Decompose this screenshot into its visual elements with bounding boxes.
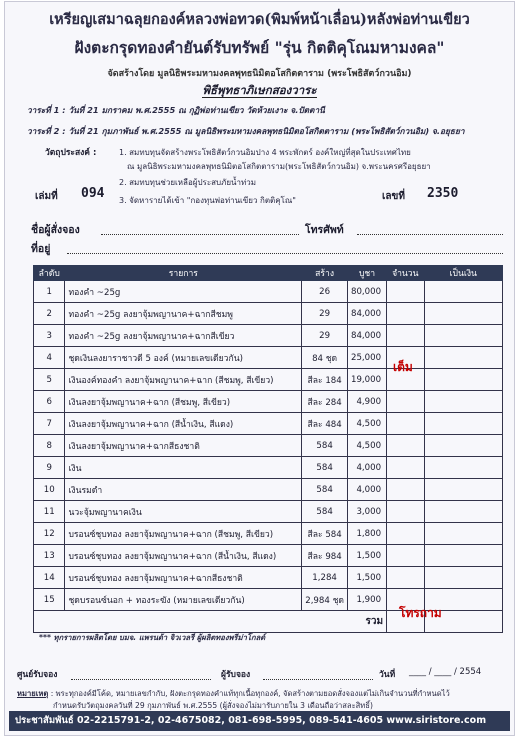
- receiver-label: ผู้รับจอง: [221, 670, 251, 680]
- table-row: [34, 281, 503, 303]
- row-no: 3: [34, 325, 65, 347]
- row-qty-cell[interactable]: [387, 281, 424, 303]
- col-header-amount: เป็นเงิน: [424, 266, 503, 281]
- row-made: สีละ 984: [302, 545, 348, 567]
- receiving-center-field[interactable]: [71, 679, 211, 680]
- col-header-price: บูชา: [347, 266, 386, 281]
- order-form-page: [4, 1, 515, 736]
- row-price: 1,500: [347, 545, 386, 567]
- row-no: 13: [34, 545, 65, 567]
- phone-field-label: โทรศัพท์: [305, 224, 344, 236]
- row-made: 29: [302, 325, 348, 347]
- row-amount-cell[interactable]: [424, 545, 503, 567]
- row-made: 584: [302, 435, 348, 457]
- row-item: ทองคำ ~25g: [65, 281, 302, 303]
- organizer-line: จัดสร้างโดย มูลนิธิพระมหามงคลพุทธนิมิตอโสกิตตาราม (พระโพธิสัตว์กวนอิม): [107, 69, 412, 79]
- row-qty-cell[interactable]: [387, 501, 424, 523]
- row-price: 25,000: [347, 347, 386, 369]
- total-label: รวม: [34, 611, 387, 633]
- row-item: ชุดเงินลงยาราชาวดี 5 องค์ (หมายเลขเดียวกัน): [65, 347, 302, 369]
- address-field-label: ที่อยู่: [31, 243, 51, 255]
- table-row: [34, 391, 503, 413]
- col-header-qty: จำนวน: [387, 266, 424, 281]
- book-number-value: 094: [81, 186, 105, 201]
- row-made: สีละ 584: [302, 523, 348, 545]
- row-price: 4,500: [347, 413, 386, 435]
- table-row: [34, 545, 503, 567]
- row-no: 1: [34, 281, 65, 303]
- row-item: ทองคำ ~25g ลงยาจุ้มพญานาค+ฉากสีชมพู: [65, 303, 302, 325]
- row-made: 2,984 ชุด: [302, 589, 348, 611]
- header-title-line2: ฝังตะกรุดทองคำยันต์รับทรัพย์ "รุ่น กิตติคุโณมหามงคล": [74, 38, 445, 57]
- row-price: 4,900: [347, 391, 386, 413]
- row-price: 3,000: [347, 501, 386, 523]
- row-amount-cell[interactable]: [424, 523, 503, 545]
- col-header-made: สร้าง: [302, 266, 348, 281]
- row-no: 2: [34, 303, 65, 325]
- row-item: เงิน: [65, 457, 302, 479]
- row-amount-cell[interactable]: [424, 457, 503, 479]
- table-row: [34, 303, 503, 325]
- receiver-field[interactable]: [263, 679, 373, 680]
- ceremony-round-2: วาระที่ 2 : วันที่ 21 กุมภาพันธ์ พ.ศ.2555 ณ มูลนิธิพระมหามงคลพุทธนิมิตอโสกิตตาราม (พระโพธิสัตว์กวนอิม) จ.อยุธยา: [27, 126, 465, 136]
- row-qty-cell[interactable]: [387, 523, 424, 545]
- col-header-no: ลำดับ: [34, 266, 65, 281]
- row-no: 4: [34, 347, 65, 369]
- phone-field[interactable]: [357, 234, 503, 235]
- receiving-center-label: ศูนย์รับจอง: [17, 670, 58, 680]
- row-price: 4,000: [347, 457, 386, 479]
- row-qty-cell[interactable]: [387, 325, 424, 347]
- table-row: [34, 567, 503, 589]
- row-amount-cell[interactable]: [424, 567, 503, 589]
- row-no: 6: [34, 391, 65, 413]
- row-amount-cell[interactable]: [424, 435, 503, 457]
- objective-item: 1. สมทบทุนจัดสร้างพระโพธิสัตว์กวนอิมปาง 4 พระพักตร์ องค์ใหญ่ที่สุดในประเทศไทย: [119, 148, 411, 157]
- row-item: ชุดบรอนซ์นอก + ทองระฆัง (หมายเลขเดียวกัน): [65, 589, 302, 611]
- row-item: เงินลงยาจุ้มพญานาค+ฉาก (สีชมพู, สีเขียว): [65, 391, 302, 413]
- table-row: [34, 413, 503, 435]
- row-item: บรอนซ์ชุบทอง ลงยาจุ้มพญานาค+ฉาก (สีน้ำเงิน, สีแดง): [65, 545, 302, 567]
- row-qty-cell[interactable]: [387, 391, 424, 413]
- remark-line-1: หมายเหตุ : พระทุกองค์มีโค้ด, หมายเลขกำกับ, ฝังตะกรุดทองคำแท้ทุกเนื้อทุกองค์, จัดสร้างตามยอดสั่งจองแต่ไม่เกินจำนวนที่กำหนดไว้: [17, 689, 450, 698]
- production-footnote: *** ทุกรายการผลิตโดย บมจ. แพรนด้า จิวเวลรี่ ผู้ผลิตทองพรีม่าโกลด์: [39, 633, 266, 642]
- row-amount-cell[interactable]: [424, 325, 503, 347]
- col-header-item: รายการ: [65, 266, 302, 281]
- row-item: บรอนซ์ชุบทอง ลงยาจุ้มพญานาค+ฉากสีธงชาติ: [65, 567, 302, 589]
- row-item: เงินลงยาจุ้มพญานาค+ฉาก (สีน้ำเงิน, สีแดง): [65, 413, 302, 435]
- row-price: 80,000: [347, 281, 386, 303]
- row-no: 7: [34, 413, 65, 435]
- row-no: 14: [34, 567, 65, 589]
- row-made: สีละ 284: [302, 391, 348, 413]
- row-amount-cell[interactable]: [424, 347, 503, 369]
- row-amount-cell[interactable]: [424, 501, 503, 523]
- address-field[interactable]: [67, 253, 503, 254]
- name-field-label: ชื่อผู้สั่งจอง: [31, 224, 80, 236]
- objective-item: 3. จัดหารายได้เข้า "กองทุนพ่อท่านเขียว กิตติคุโณ": [119, 196, 296, 205]
- row-price: 84,000: [347, 303, 386, 325]
- row-no: 11: [34, 501, 65, 523]
- row-amount-cell[interactable]: [424, 413, 503, 435]
- table-header-row: [34, 266, 503, 281]
- order-table: [33, 265, 503, 633]
- row-no: 10: [34, 479, 65, 501]
- row-qty-cell[interactable]: [387, 479, 424, 501]
- row-item: นวะจุ้มพญานาคเงิน: [65, 501, 302, 523]
- row-made: 584: [302, 501, 348, 523]
- row-qty-cell[interactable]: [387, 545, 424, 567]
- row-amount-cell[interactable]: [424, 303, 503, 325]
- row-qty-cell[interactable]: [387, 567, 424, 589]
- row-no: 15: [34, 589, 65, 611]
- row-made: 29: [302, 303, 348, 325]
- row-no: 8: [34, 435, 65, 457]
- name-field[interactable]: [101, 234, 299, 235]
- handwritten-note-sold-out: เต็ม: [393, 360, 413, 374]
- objective-item: 2. สมทบทุนช่วยเหลือผู้ประสบภัยน้ำท่วม: [119, 178, 257, 187]
- table-row: [34, 457, 503, 479]
- date-label: วันที่: [379, 670, 396, 680]
- row-price: 4,000: [347, 479, 386, 501]
- table-row: [34, 325, 503, 347]
- row-item: บรอนซ์ชุบทอง ลงยาจุ้มพญานาค+ฉาก (สีชมพู, สีเขียว): [65, 523, 302, 545]
- row-price: 4,500: [347, 435, 386, 457]
- row-item: ทองคำ ~25g ลงยาจุ้มพญานาค+ฉากสีเขียว: [65, 325, 302, 347]
- row-amount-cell[interactable]: [424, 369, 503, 391]
- table-row: [34, 523, 503, 545]
- table-row: [34, 369, 503, 391]
- objectives-label: วัตถุประสงค์ :: [45, 148, 97, 158]
- row-price: 84,000: [347, 325, 386, 347]
- row-qty-cell[interactable]: [387, 457, 424, 479]
- handwritten-note-call: โทรถาม: [399, 606, 442, 620]
- row-made: 84 ชุด: [302, 347, 348, 369]
- row-price: 1,800: [347, 523, 386, 545]
- serial-number-value: 2350: [427, 186, 459, 201]
- serial-number-label: เลขที่: [382, 191, 405, 202]
- ceremony-title: พิธีพุทธาภิเษกสองวาระ: [202, 83, 317, 97]
- table-row: [34, 347, 503, 369]
- ceremony-round-1: วาระที่ 1 : วันที่ 21 มกราคม พ.ศ.2555 ณ กุฏิพ่อท่านเขียว วัดห้วยเงาะ จ.ปัตตานี: [27, 105, 325, 115]
- row-amount-cell[interactable]: [424, 391, 503, 413]
- row-item: เงินลงยาจุ้มพญานาค+ฉากสีธงชาติ: [65, 435, 302, 457]
- objective-item: ณ มูลนิธิพระมหามงคลพุทธนิมิตอโสกิตตาราม(พระโพธิสัตว์กวนอิม) จ.พระนครศรีอยุธยา: [127, 162, 431, 171]
- row-made: 26: [302, 281, 348, 303]
- row-price: 1,500: [347, 567, 386, 589]
- row-made: สีละ 484: [302, 413, 348, 435]
- book-number-label: เล่มที่: [35, 191, 58, 202]
- row-no: 12: [34, 523, 65, 545]
- table-row: [34, 501, 503, 523]
- row-made: 1,284: [302, 567, 348, 589]
- row-amount-cell[interactable]: [424, 479, 503, 501]
- row-price: 19,000: [347, 369, 386, 391]
- row-made: 584: [302, 479, 348, 501]
- row-made: 584: [302, 457, 348, 479]
- table-row: [34, 479, 503, 501]
- row-item: เงินองค์ทองคำ ลงยาจุ้มพญานาค+ฉาก (สีชมพู, สีเขียว): [65, 369, 302, 391]
- row-made: สีละ 184: [302, 369, 348, 391]
- row-no: 5: [34, 369, 65, 391]
- contact-footer: ประชาสัมพันธ์ 02-2215791-2, 02-4675082, 081-698-5995, 089-541-4605 www.siristore.com: [9, 711, 510, 731]
- row-no: 9: [34, 457, 65, 479]
- table-row: [34, 435, 503, 457]
- row-item: เงินรมดำ: [65, 479, 302, 501]
- remark-line-2: กำหนดรับวัตถุมงคลวันที่ 29 กุมภาพันธ์ พ.ศ.2555 (ผู้สั่งจองไม่มารับภายใน 3 เดือนถือว่าสละสิทธิ์): [53, 701, 373, 710]
- header-title-line1: เหรียญเสมาฉลุยกองค์หลวงพ่อทวด(พิมพ์หน้าเลื่อน)หลังพ่อท่านเขียว: [49, 11, 470, 28]
- row-qty-cell[interactable]: [387, 435, 424, 457]
- row-qty-cell[interactable]: [387, 413, 424, 435]
- row-amount-cell[interactable]: [424, 281, 503, 303]
- row-price: 1,900: [347, 589, 386, 611]
- row-qty-cell[interactable]: [387, 303, 424, 325]
- date-field[interactable]: ____ / ____ / 2554: [409, 667, 482, 677]
